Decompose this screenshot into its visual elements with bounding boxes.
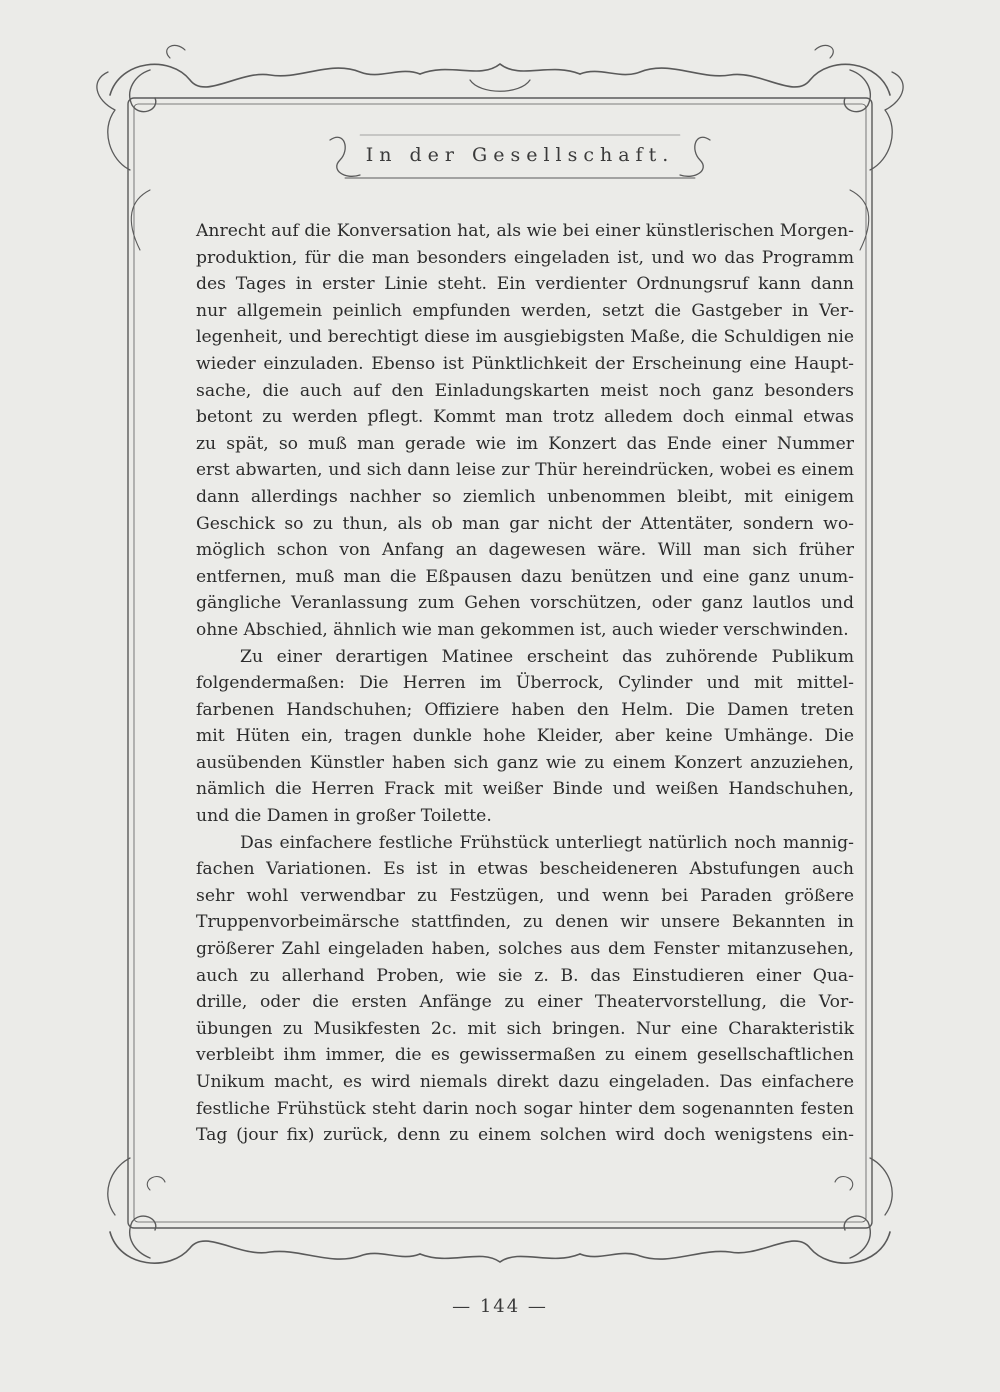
- text-line: farbenen Handschuhen; Offiziere haben den Helm. Die Damen treten: [196, 699, 854, 720]
- text-line: Das einfachere festliche Frühstück unterliegt natürlich noch mannig-: [240, 832, 854, 853]
- text-line: übungen zu Musikfesten 2c. mit sich bringen. Nur eine Charakteristik: [196, 1018, 854, 1039]
- text-line: ohne Abschied, ähnlich wie man gekommen ist, auch wieder verschwinden.: [196, 619, 849, 640]
- text-line: nämlich die Herren Frack mit weißer Binde und weißen Handschuhen,: [196, 779, 854, 800]
- text-line: erst abwarten, und sich dann leise zur Thür hereindrücken, wobei es einem: [196, 460, 854, 481]
- text-line: festliche Frühstück steht darin noch sogar hinter dem sogenannten festen: [196, 1098, 854, 1119]
- text-line: auch zu allerhand Proben, wie sie z. B. das Einstudieren einer Qua-: [196, 965, 854, 986]
- text-line: produktion, für die man besonders eingeladen ist, und wo das Programm: [196, 247, 854, 268]
- text-line: sache, die auch auf den Einladungskarten meist noch ganz besonders: [196, 380, 854, 401]
- body-text: [196, 218, 854, 1149]
- text-line: folgendermaßen: Die Herren im Überrock, Cylinder und mit mittel-: [196, 673, 854, 694]
- running-header: [330, 132, 710, 178]
- text-line: des Tages in erster Linie steht. Ein verdienter Ordnungsruf kann dann: [196, 274, 854, 295]
- text-line: Zu einer derartigen Matinee erscheint das zuhörende Publikum: [240, 646, 854, 667]
- text-line: sehr wohl verwendbar zu Festzügen, und wenn bei Paraden größere: [196, 885, 854, 906]
- text-line: Anrecht auf die Konversation hat, als wie bei einer künstlerischen Morgen-: [196, 221, 854, 241]
- text-line: Unikum macht, es wird niemals direkt dazu eingeladen. Das einfachere: [196, 1072, 854, 1092]
- text-line: fachen Variationen. Es ist in etwas bescheideneren Abstufungen auch: [196, 859, 854, 880]
- text-line: und die Damen in großer Toilette.: [196, 806, 492, 827]
- text-line: möglich schon von Anfang an dagewesen wäre. Will man sich früher: [196, 540, 854, 561]
- text-line: mit Hüten ein, tragen dunkle hohe Kleider, aber keine Umhänge. Die: [196, 726, 854, 747]
- page-number: — 144 —: [452, 1296, 548, 1317]
- text-line: ausübenden Künstler haben sich ganz wie zu einem Konzert anzuziehen,: [196, 752, 854, 773]
- text-line: gängliche Veranlassung zum Gehen vorschützen, oder ganz lautlos und: [196, 593, 854, 614]
- text-line: Geschick so zu thun, als ob man gar nicht der Attentäter, sondern wo-: [196, 513, 854, 534]
- page-title: In der Gesellschaft.: [365, 144, 675, 166]
- text-line: entfernen, muß man die Eßpausen dazu benützen und eine ganz unum-: [196, 566, 854, 587]
- text-line: nur allgemein peinlich empfunden werden, setzt die Gastgeber in Ver-: [196, 300, 854, 321]
- text-line: verbleibt ihm immer, die es gewissermaßen zu einem gesellschaftlichen: [196, 1045, 854, 1066]
- text-line: drille, oder die ersten Anfänge zu einer Theatervorstellung, die Vor-: [196, 992, 854, 1013]
- text-line: wieder einzuladen. Ebenso ist Pünktlichkeit der Erscheinung eine Haupt-: [196, 353, 854, 374]
- text-line: größerer Zahl eingeladen haben, solches aus dem Fenster mitanzusehen,: [196, 939, 854, 960]
- text-line: zu spät, so muß man gerade wie im Konzert das Ende einer Nummer: [196, 433, 854, 454]
- text-line: Truppenvorbeimärsche stattfinden, zu denen wir unsere Bekannten in: [196, 912, 854, 933]
- text-line: betont zu werden pflegt. Kommt man trotz alledem doch einmal etwas: [196, 407, 854, 428]
- text-line: dann allerdings nachher so ziemlich unbenommen bleibt, mit einigem: [196, 486, 854, 507]
- text-line: Tag (jour fix) zurück, denn zu einem solchen wird doch wenigstens ein-: [196, 1125, 854, 1146]
- text-line: legenheit, und berechtigt diese im ausgiebigsten Maße, die Schuldigen nie: [196, 327, 854, 348]
